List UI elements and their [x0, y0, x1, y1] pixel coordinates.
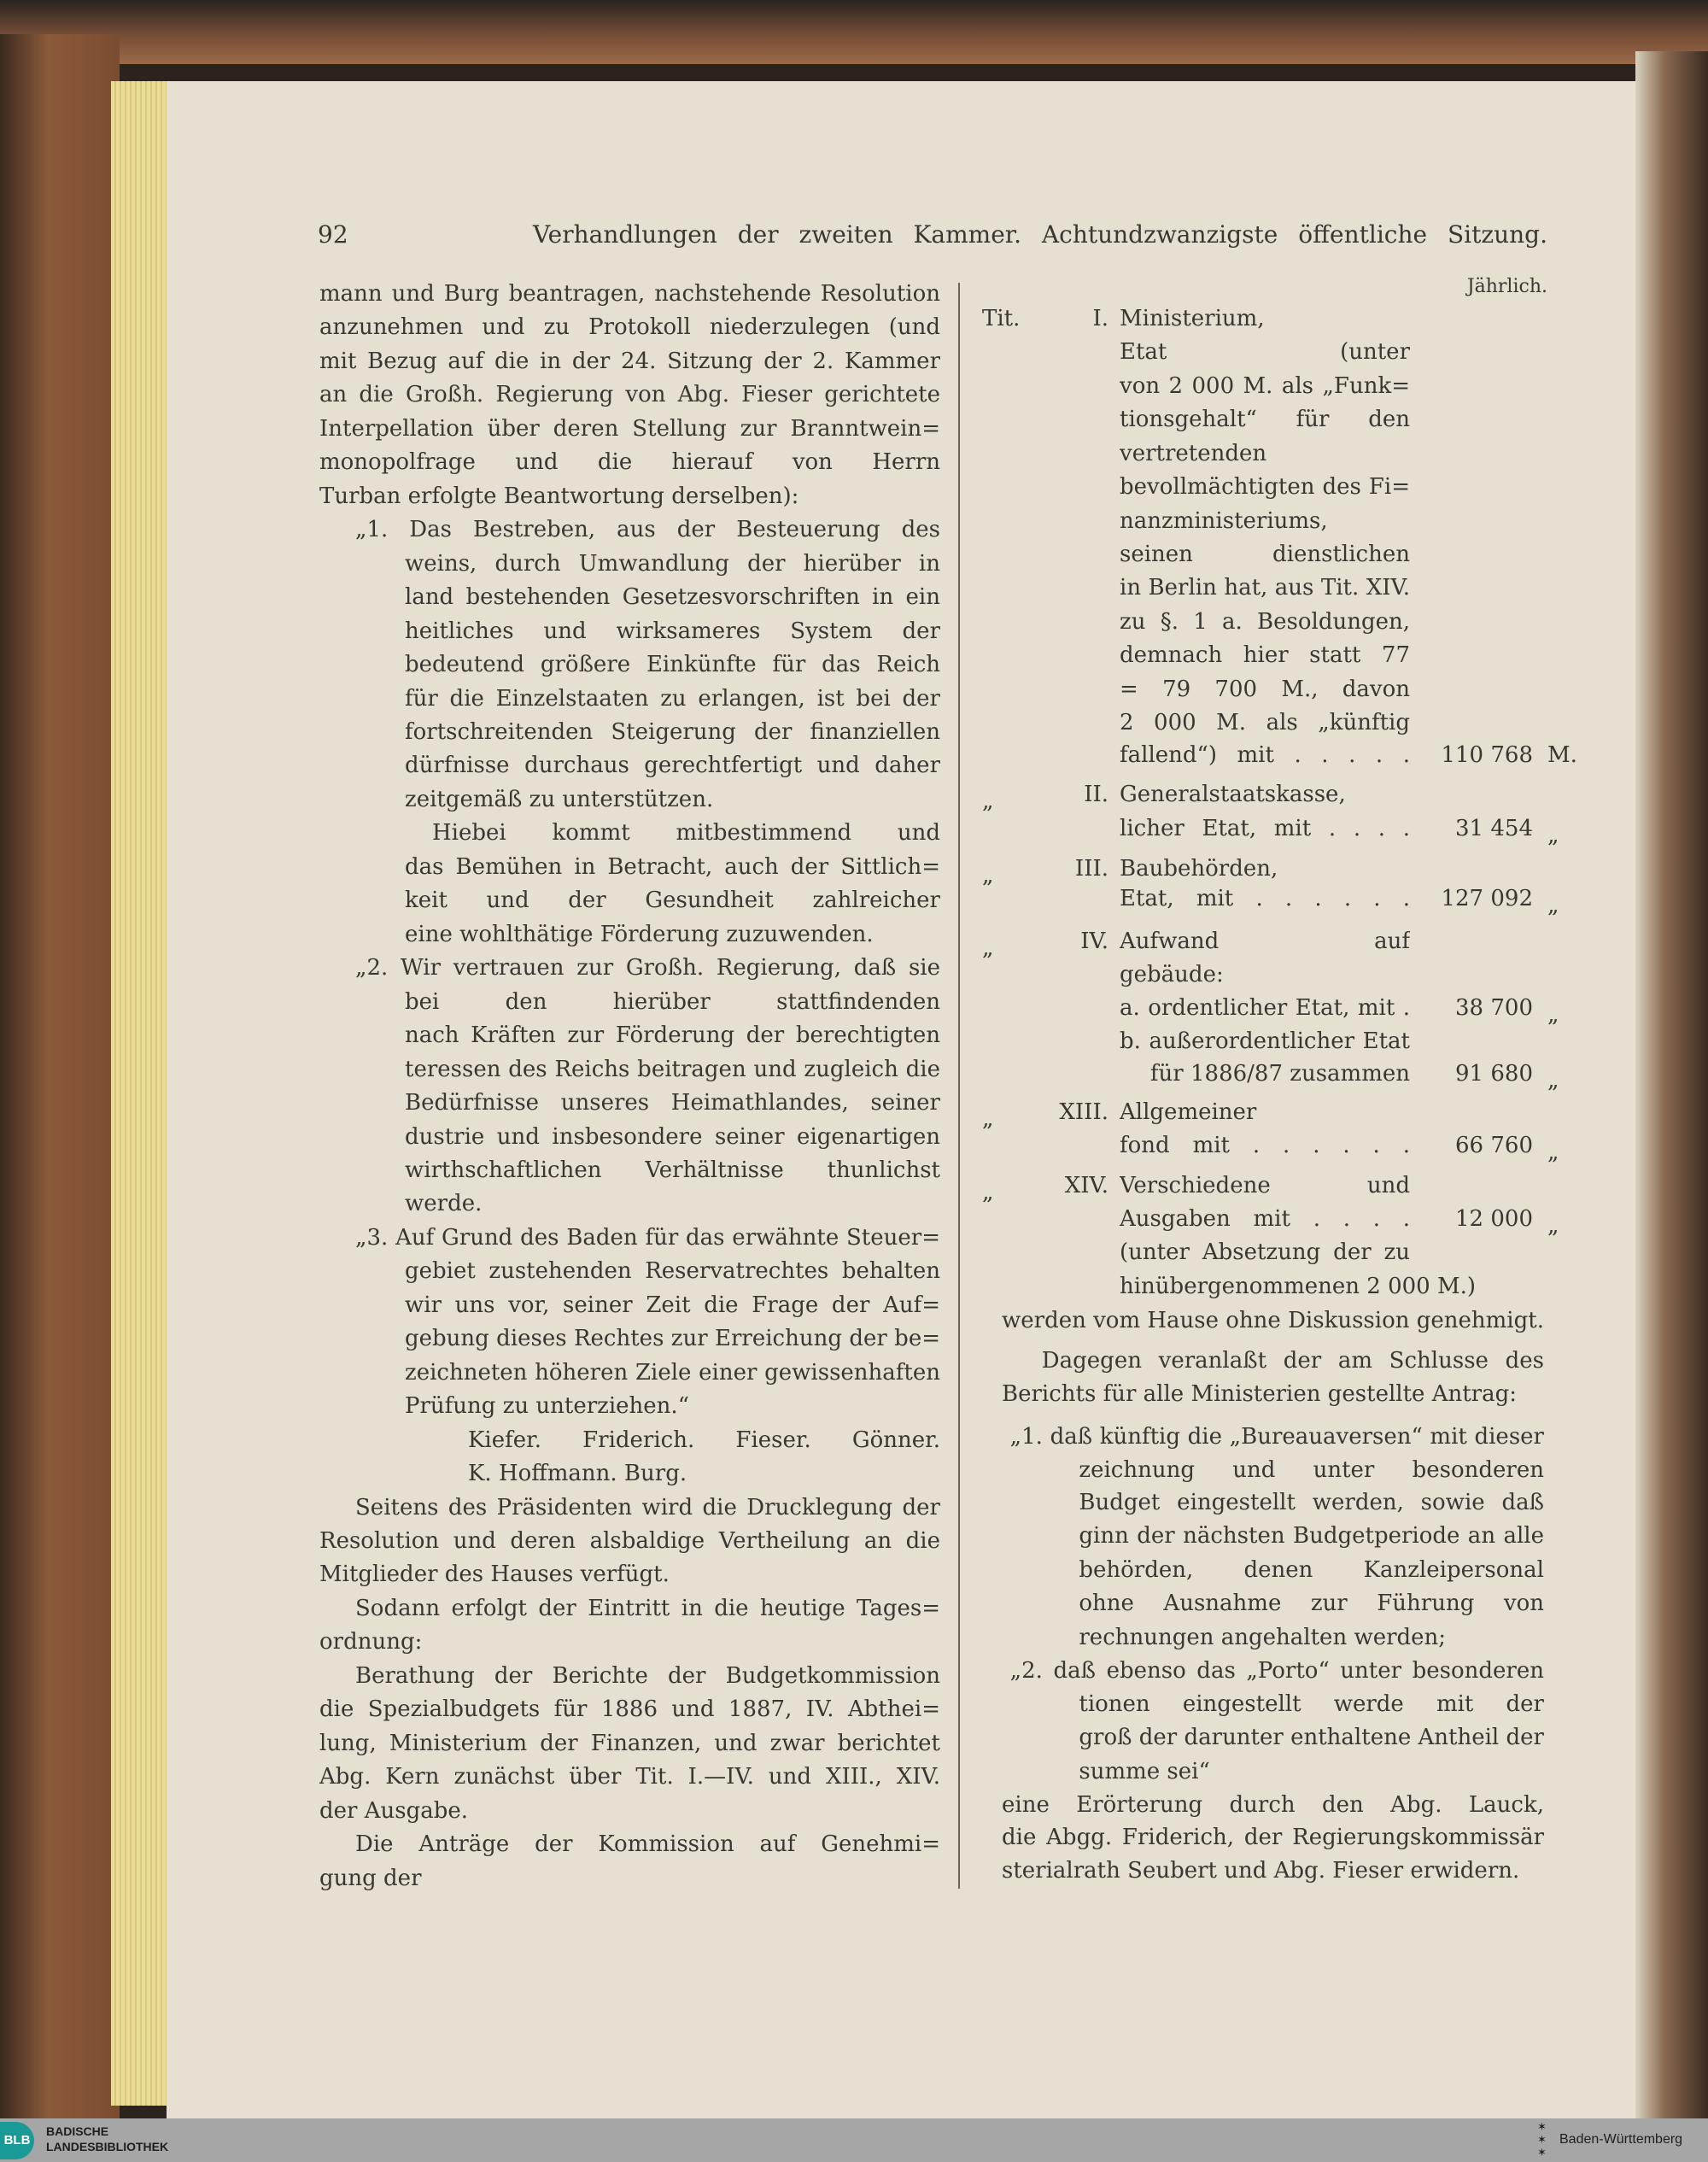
baden-wuerttemberg-lions-icon: ✶ ✶ ✶ [1537, 2121, 1547, 2159]
text-line: summe sei“ [1079, 1758, 1210, 1784]
library-name-line2: LANDESBIBLIOTHEK [46, 2140, 169, 2153]
text-line: Prüfung zu unterziehen.“ [405, 1393, 689, 1420]
text-line: „1. Das Bestreben, aus der Besteuerung des [355, 517, 940, 543]
budget-unit: „ [1547, 1068, 1559, 1094]
budget-unit: M. [1547, 742, 1577, 769]
budget-text: seinen dienstlichen [1120, 541, 1410, 567]
budget-amount: 12 000 [1455, 1205, 1533, 1232]
budget-text: zu §. 1 a. Besoldungen, [1120, 608, 1410, 635]
budget-text: (unter Absetzung der zu [1120, 1239, 1410, 1265]
book-cover-left [0, 34, 120, 2118]
annual-label: Jährlich. [1466, 276, 1547, 297]
text-line: zeitgemäß zu unterstützen. [405, 786, 714, 812]
running-head-title: Verhandlungen der zweiten Kammer. Achtundzwanzigste öffentliche Sitzung. [533, 220, 1547, 249]
ditto-label: Tit. [982, 305, 1021, 331]
text-line: sterialrath Seubert und Abg. Fieser erwidern. [1002, 1858, 1520, 1884]
budget-text: a. ordentlicher Etat, mit . [1120, 994, 1410, 1021]
budget-text: von 2 000 M. als „Funk= [1120, 372, 1410, 399]
text-line: wirthschaftlichen Verhältnisse thunlichst [405, 1157, 940, 1183]
budget-amount: 91 680 [1455, 1061, 1533, 1087]
budget-text: gebäude: [1120, 962, 1224, 988]
text-line: gebiet zustehenden Reservatrechtes behalten [405, 1258, 940, 1285]
library-name-line1: BADISCHE [46, 2124, 109, 2138]
text-line: K. Hoffmann. Burg. [468, 1461, 687, 1487]
budget-text: in Berlin hat, aus Tit. XIV. [1120, 574, 1410, 601]
budget-amount: 110 768 [1441, 742, 1533, 769]
text-line: das Bemühen in Betracht, auch der Sittlich= [405, 853, 940, 880]
text-line: teressen des Reichs beitragen und zugleich die [405, 1056, 940, 1082]
text-line: Berathung der Berichte der Budgetkommission [355, 1662, 940, 1689]
text-line: keit und der Gesundheit zahlreicher [405, 888, 940, 914]
text-line: anzunehmen und zu Protokoll niederzulegen (und [319, 314, 940, 341]
budget-text: b. außerordentlicher Etat [1120, 1028, 1410, 1054]
text-line: die Abgg. Friderich, der Regierungskommissär [1002, 1825, 1544, 1851]
text-line: wir uns vor, seiner Zeit die Frage der Auf= [405, 1292, 940, 1318]
budget-text: nanzministeriums, [1120, 508, 1328, 535]
budget-text: für 1886/87 zusammen [1149, 1061, 1410, 1087]
text-line: dürfnisse durchaus gerechtfertigt und daher [405, 753, 940, 779]
budget-text: demnach hier statt 77 [1120, 642, 1410, 668]
budget-text: fallend“) mit . . . . . [1120, 742, 1410, 769]
ditto-label: „ [982, 1180, 994, 1206]
text-line: Interpellation über deren Stellung zur Branntwein= [319, 415, 940, 442]
text-line: werden vom Hause ohne Diskussion genehmigt. [1002, 1308, 1544, 1334]
text-line: Hiebei kommt mitbestimmend und [432, 820, 940, 847]
running-head [318, 220, 1547, 255]
text-line: behörden, denen Kanzleipersonal [1079, 1557, 1544, 1584]
text-line: fortschreitenden Steigerung der finanziellen [405, 718, 940, 745]
budget-text: licher Etat, mit . . . . [1120, 816, 1410, 841]
budget-text: fond mit . . . . . . [1120, 1133, 1410, 1159]
text-line: Resolution und deren alsbaldige Vertheilung an die [319, 1528, 940, 1555]
text-line: Seitens des Präsidenten wird die Drucklegung der [355, 1494, 940, 1520]
text-line: mann und Burg beantragen, nachstehende Resolution [319, 281, 940, 307]
state-name: Baden-Württemberg [1559, 2132, 1683, 2147]
text-line: Sodann erfolgt der Eintritt in die heutige Tages= [355, 1595, 940, 1621]
budget-text: Baubehörden, [1120, 855, 1278, 882]
budget-amount: 66 760 [1455, 1133, 1533, 1159]
budget-unit: „ [1547, 893, 1559, 919]
ditto-label: „ [982, 935, 994, 962]
title-numeral: II. [1084, 781, 1108, 807]
footer-bar [0, 2118, 1708, 2162]
text-line: heitliches und wirksameres System der [405, 618, 940, 644]
text-line: „1. daß künftig die „Bureauaversen“ mit dieser [1009, 1423, 1544, 1450]
book-cover-right [1635, 51, 1708, 2118]
text-line: an die Großh. Regierung von Abg. Fieser gerichtete [319, 382, 940, 408]
text-line: dustrie und insbesondere seiner eigenartigen [405, 1123, 940, 1150]
text-line: zeichnung und unter besonderen [1079, 1456, 1544, 1483]
ditto-label: „ [982, 1106, 994, 1133]
budget-text: = 79 700 M., davon [1120, 677, 1410, 702]
text-line: „2. Wir vertrauen zur Großh. Regierung, daß sie [355, 955, 940, 981]
text-line: lung, Ministerium der Finanzen, und zwar berichtet [319, 1730, 940, 1756]
title-numeral: IV. [1080, 929, 1108, 955]
budget-text: Verschiedene und [1120, 1173, 1410, 1199]
title-numeral: XIII. [1059, 1099, 1108, 1126]
text-line: Bedürfnisse unseres Heimathlandes, seiner [405, 1090, 940, 1116]
budget-amount: 127 092 [1441, 886, 1533, 912]
budget-unit: „ [1547, 1212, 1559, 1239]
budget-text: Aufwand auf [1120, 929, 1410, 955]
text-line: werde. [405, 1191, 483, 1217]
blb-logo: BLB [0, 2122, 34, 2159]
budget-text: tionsgehalt“ für den [1120, 406, 1410, 432]
text-line: weins, durch Umwandlung der hierüber in [405, 550, 940, 577]
budget-text: Etat, mit . . . . . . [1120, 886, 1410, 912]
library-name [46, 2124, 168, 2154]
text-line: eine wohlthätige Förderung zuzuwenden. [405, 921, 874, 947]
ditto-label: „ [982, 788, 994, 814]
text-line: ohne Ausnahme zur Führung von [1079, 1591, 1544, 1617]
title-numeral: XIV. [1064, 1173, 1108, 1199]
budget-amount: 38 700 [1455, 994, 1533, 1021]
budget-text: vertretenden [1120, 441, 1267, 466]
text-line: rechnungen angehalten werden; [1079, 1625, 1447, 1651]
page-number: 92 [318, 220, 348, 249]
budget-text: 2 000 M. als „künftig [1120, 709, 1410, 735]
budget-text: Generalstaatskasse, [1120, 781, 1346, 807]
budget-text: hinübergenommenen 2 000 M.) [1120, 1273, 1477, 1299]
column-divider [958, 283, 960, 1889]
budget-text: Allgemeiner [1120, 1099, 1257, 1126]
text-line: ginn der nächsten Budgetperiode an alle [1079, 1522, 1544, 1549]
text-line: tionen eingestellt werde mit der [1079, 1690, 1544, 1717]
budget-text: Etat (unter [1120, 338, 1410, 365]
book-cover-top [0, 0, 1708, 64]
title-numeral: III. [1074, 855, 1108, 882]
text-line: monopolfrage und die hierauf von Herrn [319, 449, 940, 476]
text-line: Budget eingestellt werden, sowie daß [1079, 1490, 1544, 1516]
text-line: Berichts für alle Ministerien gestellte Antrag: [1002, 1380, 1518, 1407]
title-numeral: I. [1092, 305, 1108, 331]
ditto-label: „ [982, 862, 994, 888]
budget-unit: „ [1547, 1001, 1559, 1028]
text-line: groß der darunter enthaltene Antheil der [1079, 1724, 1544, 1750]
text-line: für die Einzelstaaten zu erlangen, ist bei der [405, 685, 940, 712]
text-line: eine Erörterung durch den Abg. Lauck, [1002, 1791, 1544, 1818]
text-line: mit Bezug auf die in der 24. Sitzung der 2. Kammer [319, 348, 940, 374]
text-line: ordnung: [319, 1629, 423, 1655]
text-line: „2. daß ebenso das „Porto“ unter besonderen [1009, 1658, 1544, 1684]
budget-amount: 31 454 [1455, 816, 1533, 841]
text-line: zeichneten höheren Ziele einer gewissenhaften [405, 1359, 940, 1386]
text-line: Kiefer. Friderich. Fieser. Gönner. [468, 1427, 940, 1453]
text-line: „3. Auf Grund des Baden für das erwähnte Steuer= [355, 1224, 940, 1251]
text-line: bei den hierüber stattfindenden [405, 988, 940, 1015]
budget-text: Ausgaben mit . . . . [1120, 1205, 1410, 1232]
budget-text: Ministerium, [1120, 305, 1265, 331]
text-line: die Spezialbudgets für 1886 und 1887, IV. Abthei= [319, 1696, 940, 1723]
page-edges [111, 81, 171, 2106]
text-line: Die Anträge der Kommission auf Genehmi= [355, 1831, 940, 1858]
text-line: gung der [319, 1865, 422, 1891]
text-line: der Ausgabe. [319, 1797, 469, 1824]
budget-text: bevollmächtigten des Fi= [1120, 473, 1410, 500]
text-line: Dagegen veranlaßt der am Schlusse des [1041, 1348, 1544, 1374]
text-line: Abg. Kern zunächst über Tit. I.—IV. und XIII., XIV. [319, 1764, 940, 1790]
text-line: bedeutend größere Einkünfte für das Reich [405, 652, 940, 678]
text-line: nach Kräften zur Förderung der berechtigten [405, 1022, 940, 1049]
budget-unit: „ [1547, 1140, 1559, 1166]
text-line: Mitglieder des Hauses verfügt. [319, 1561, 670, 1588]
text-line: Turban erfolgte Beantwortung derselben): [319, 483, 799, 509]
text-line: land bestehenden Gesetzesvorschriften in ein [405, 584, 940, 611]
text-line: gebung dieses Rechtes zur Erreichung der be= [405, 1326, 940, 1352]
budget-unit: „ [1547, 823, 1559, 848]
